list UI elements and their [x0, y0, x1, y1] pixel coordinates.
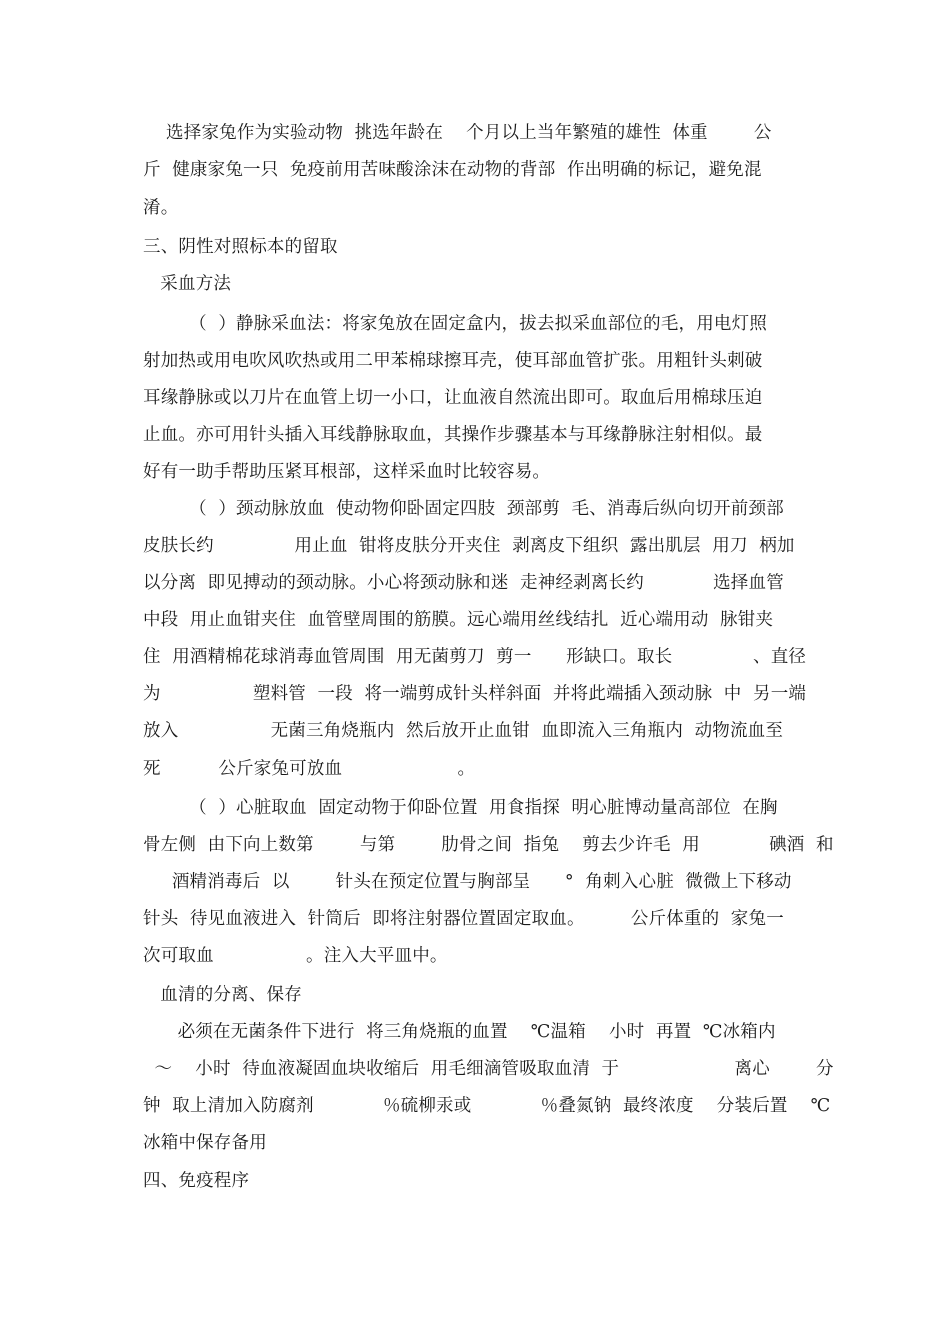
- text-line: 以分离 即见搏动的颈动脉。小心将颈动脉和迷 走神经剥离长约 选择血管: [143, 573, 784, 593]
- text-line: 射加热或用电吹风吹热或用二甲苯棉球擦耳壳，使耳部血管扩张。用粗针头刺破: [143, 351, 763, 371]
- text-line: 皮肤长约 用止血 钳将皮肤分开夹住 剥离皮下组织 露出肌层 用刀 柄加: [143, 536, 795, 556]
- subsection-heading: 血清的分离、保存: [143, 985, 302, 1005]
- text-line: 斤 健康家兔一只 免疫前用苦味酸涂沫在动物的背部 作出明确的标记，避免混: [143, 160, 762, 180]
- text-line: 骨左侧 由下向上数第 与第 肋骨之间 指兔 剪去少许毛 用 碘酒 和: [143, 835, 834, 855]
- text-line: （ ）颈动脉放血 使动物仰卧固定四肢 颈部剪 毛、消毒后纵向切开前颈部: [143, 499, 784, 519]
- text-line: （ ）心脏取血 固定动物于仰卧位置 用食指探 明心脏博动量高部位 在胸: [143, 798, 778, 818]
- section-heading: 三、阴性对照标本的留取: [143, 237, 338, 257]
- text-line: 住 用酒精棉花球消毒血管周围 用无菌剪刀 剪一 形缺口。取长 、直径: [143, 647, 807, 667]
- text-line: 止血。亦可用针头插入耳线静脉取血，其操作步骤基本与耳缘静脉注射相似。最: [143, 425, 763, 445]
- text-line: 为 塑料管 一段 将一端剪成针头样斜面 并将此端插入颈动脉 中 另一端: [143, 684, 807, 704]
- subsection-heading: 采血方法: [143, 274, 232, 294]
- text-line: 淆。: [143, 198, 179, 218]
- text-line: 放入 无菌三角烧瓶内 然后放开止血钳 血即流入三角瓶内 动物流血至: [143, 721, 784, 741]
- section-heading: 四、免疫程序: [143, 1171, 250, 1191]
- text-line: 酒精消毒后 以 针头在预定位置与胸部呈 ° 角刺入心脏 微微上下移动: [143, 872, 792, 892]
- text-line: 冰箱中保存备用: [143, 1133, 267, 1153]
- text-line: 死 公斤家兔可放血 。: [143, 759, 476, 779]
- text-line: 次可取血 。注入大平皿中。: [143, 946, 448, 966]
- text-line: 耳缘静脉或以刀片在血管上切一小口，让血液自然流出即可。取血后用棉球压迫: [143, 388, 763, 408]
- text-line: 针头 待见血液进入 针筒后 即将注射器位置固定取血。 公斤体重的 家兔一: [143, 909, 784, 929]
- text-line: （ ）静脉采血法：将家兔放在固定盒内，拔去拟采血部位的毛，用电灯照: [143, 314, 768, 334]
- text-line: 选择家兔作为实验动物 挑选年龄在 个月以上当年繁殖的雄性 体重 公: [143, 123, 772, 143]
- text-line: 必须在无菌条件下进行 将三角烧瓶的血置 ℃温箱 小时 再置 ℃冰箱内: [143, 1022, 776, 1042]
- text-line: 中段 用止血钳夹住 血管壁周围的筋膜。远心端用丝线结扎 近心端用动 脉钳夹: [143, 610, 774, 630]
- text-line: ～ 小时 待血液凝固血块收缩后 用毛细滴管吸取血清 于 离心 分: [143, 1059, 834, 1079]
- text-line: 钟 取上清加入防腐剂 ％硫柳汞或 ％叠氮钠 最终浓度 分装后置 ℃: [143, 1096, 831, 1116]
- text-line: 好有一助手帮助压紧耳根部，这样采血时比较容易。: [143, 462, 551, 482]
